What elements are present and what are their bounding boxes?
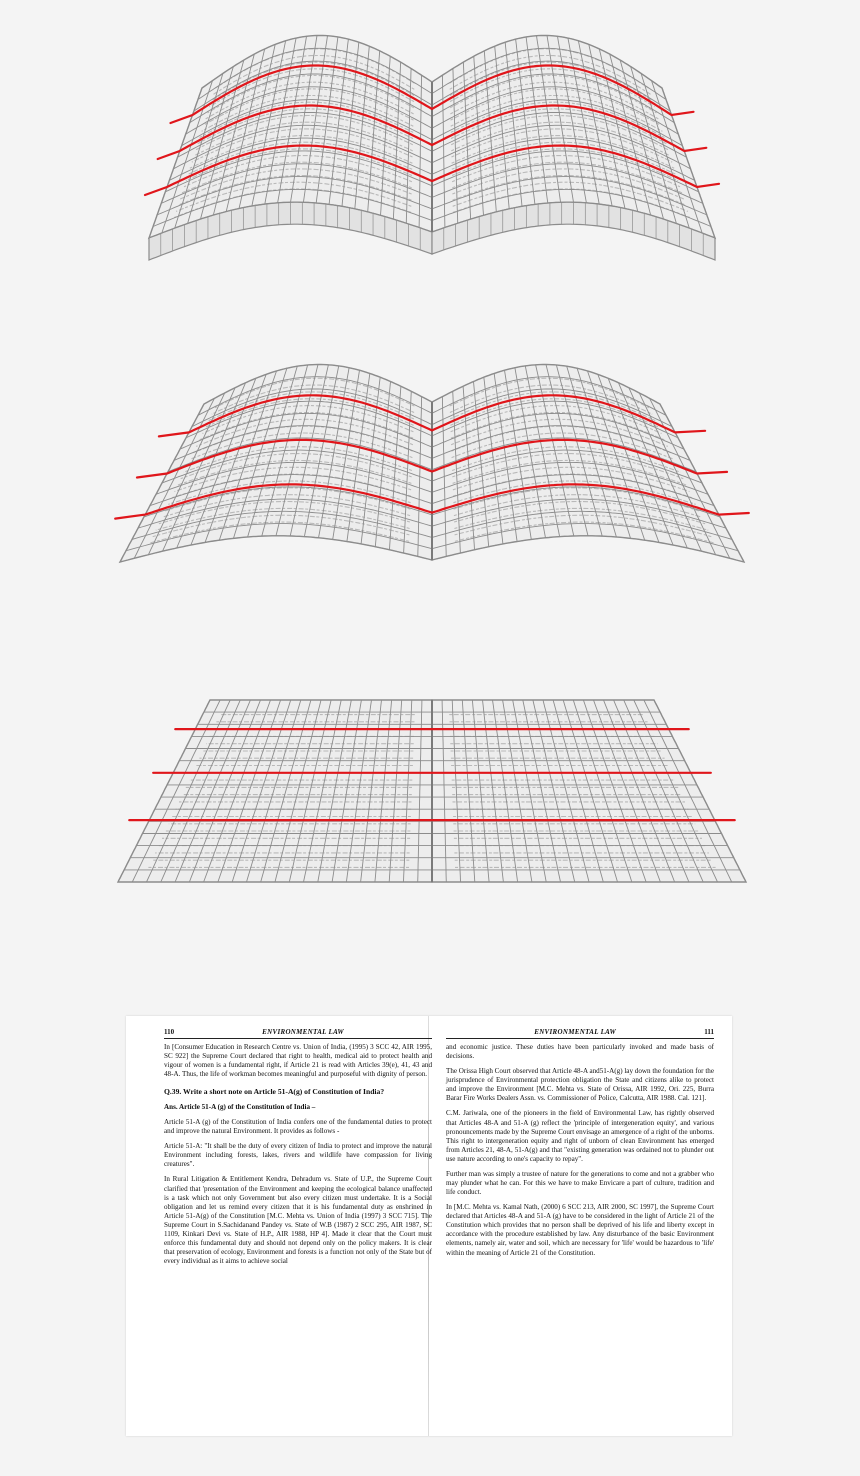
curved-book-stage-1 xyxy=(145,36,719,261)
left-question: Q.39. Write a short note on Article 51-A(g) of Constitution of India? xyxy=(164,1087,385,1097)
right-page xyxy=(446,1028,714,1428)
right-paragraph-5: In [M.C. Mehta vs. Kamal Nath, (2000) 6 SCC 213, AIR 2000, SC 1997], the Supreme Court declared that Articles 48-A and 51-A (g) have to be considered in the light of Article 21 of the Constitution which provides that no person shall be deprived of his life and liberty except in accordance with the procedure established by law. Any disturbance of the basic Environment elements, namely air, water and soil, which are necessary for 'life' would be hazardous to 'life' within the meaning of Article 21 of the Constitution. xyxy=(446,1203,714,1257)
left-running-head: ENVIRONMENTAL LAW xyxy=(262,1028,344,1036)
flattened-book-stage-3 xyxy=(118,700,746,882)
curved-book-stage-2 xyxy=(115,365,749,563)
left-answer-heading: Ans. Article 51-A (g) of the Constitution of India – xyxy=(164,1102,316,1111)
left-paragraph-4: In Rural Litigation & Entitlement Kendra, Dehradum vs. State of U.P., the Supreme Court clarified that 'presentation of the Environment and keeping the ecological balance unaffected is a task which not only Government but also every citizen must undertake. It is a Social obligation and let us remind every citizen that it is his fundamental duty as enshrined in Article 51-A(g) of the Constitution [M.C. Mehta vs. Union of India (1997) 3 SCC 715]. The Supreme Court in S.Sachidanand Pandey vs. State of W.B (1987) 2 SCC 295, AIR 1987, SC 1109, Kinkari Devi vs. State of H.P., AIR 1988, HP 4]. Made it clear that the Court must enforce this fundamental duty and should not depend only on the policy makers. It is clear that preservation of ecology, Environment and forests is a function not only of the State but of every individual as it aims to achieve social xyxy=(164,1175,432,1266)
right-paragraph-2: The Orissa High Court observed that Article 48-A and51-A(g) lay down the foundation for the jurisprudence of Environmental protection obligation the State and citizens alike to protect and improve the Environment [M.C. Mehta vs. State of Orissa, AIR 1992, Ori. 225, Burra Barar Fire Works Dealers Assn. vs. Commissioner of Police, Calcutta, AIR 1988. Cal. 121]. xyxy=(446,1067,714,1103)
left-page-number: 110 xyxy=(164,1028,175,1036)
right-paragraph-4: Further man was simply a trustee of nature for the generations to come and not a grabber who may plunder what he can. For this we have to make Envicare a part of culture, tradition and life conduct. xyxy=(446,1169,714,1197)
final-dewarped-spread xyxy=(126,1016,732,1436)
left-paragraph-3: Article 51-A: "It shall be the duty of every citizen of India to protect and improve the natural Environment including forests, lakes, rivers and wildlife have compassion for living creatures". xyxy=(164,1142,432,1169)
right-paragraph-3: C.M. Jariwala, one of the pioneers in the field of Environmental Law, has rightly observed that Articles 48-A and 51-A (g) reflect the 'principle of intergeneration equity', and various pronouncements made by the Supreme Court envisage an amergence of a right of the unborns. This right to intergeneration equity and right of unborn of clean Environment has emerged from Articles 21, 48-A, 51-A(g) and that "existing generation was ordained not to plunder out use nature according to one's capacity to repay". xyxy=(446,1109,714,1163)
right-paragraph-1: and economic justice. These duties have been particularly invoked and made basis of decisions. xyxy=(446,1042,714,1061)
left-page-surface xyxy=(118,700,432,882)
left-page xyxy=(164,1028,432,1428)
left-paragraph-2: Article 51-A (g) of the Constitution of India confers one of the fundamental duties to protect and improve the natural Environment. It provides as follows - xyxy=(164,1118,432,1136)
right-running-head: ENVIRONMENTAL LAW xyxy=(534,1028,617,1036)
right-page-surface xyxy=(432,700,746,882)
left-page-header xyxy=(164,1028,432,1039)
right-page-header xyxy=(446,1028,714,1039)
right-page-number: 111 xyxy=(704,1028,714,1036)
left-paragraph-1: In [Consumer Education in Research Centre vs. Union of India, (1995) 3 SCC 42, AIR 1995, SC 922] the Supreme Court declared that right to health, medical aid to protect health and vigour of women is a fundamental right, if Article 21 is read with Articles 39(e), 41, 43 and 48-A. Thus, the life of workman becomes meaningful and purposeful with dignity of person. xyxy=(164,1042,432,1079)
